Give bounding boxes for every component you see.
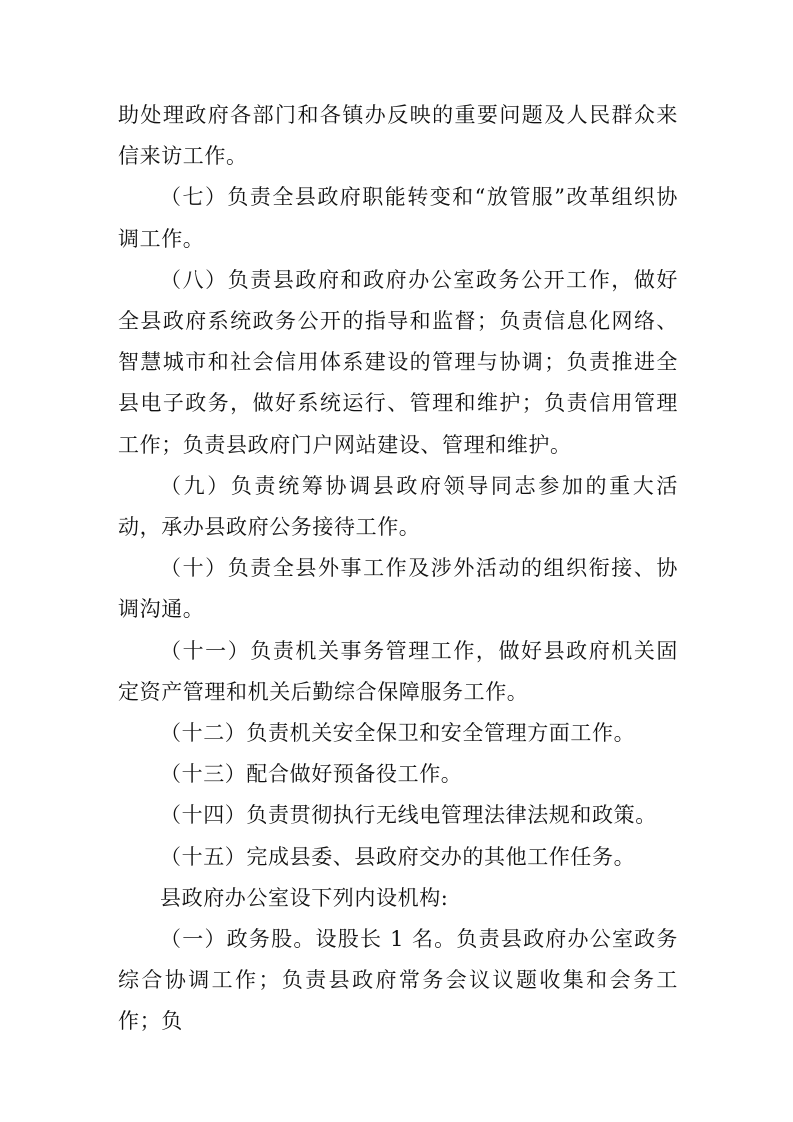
paragraph-item-8: （八）负责县政府和政府办公室政务公开工作，做好全县政府系统政务公开的指导和监督；负责信息化网络、智慧城市和社会信用体系建设的管理与协调；负责推进全县电子政务，做好系统运行、管理和维护；负责信用管理工作；负责县政府门户网站建设、管理和维护。 (118, 267, 678, 457)
paragraph-internal-units-intro: 县政府办公室设下列内设机构: (160, 885, 449, 910)
paragraph-item-12: （十二）负责机关安全保卫和安全管理方面工作。 (160, 721, 636, 746)
document-body (118, 95, 678, 1043)
paragraph-item-13: （十三）配合做好预备役工作。 (160, 762, 463, 787)
paragraph-item-15: （十五）完成县委、县政府交办的其他工作任务。 (160, 844, 636, 869)
paragraph-continuation: 助处理政府各部门和各镇办反映的重要问题及人民群众来信来访工作。 (118, 103, 678, 169)
paragraph-item-11: （十一）负责机关事务管理工作，做好县政府机关固定资产管理和机关后勤综合保障服务工作。 (118, 638, 678, 704)
paragraph-item-7: （七）负责全县政府职能转变和“放管服”改革组织协调工作。 (118, 185, 678, 251)
paragraph-unit-1: （一）政务股。设股长 1 名。负责县政府办公室政务综合协调工作；负责县政府常务会议议题收集和会务工作；负 (118, 927, 678, 1034)
paragraph-item-14: （十四）负责贯彻执行无线电管理法律法规和政策。 (160, 803, 657, 828)
paragraph-item-9: （九）负责统筹协调县政府领导同志参加的重大活动，承办县政府公务接待工作。 (118, 473, 678, 540)
paragraph-item-10: （十）负责全县外事工作及涉外活动的组织衔接、协调沟通。 (118, 556, 678, 622)
